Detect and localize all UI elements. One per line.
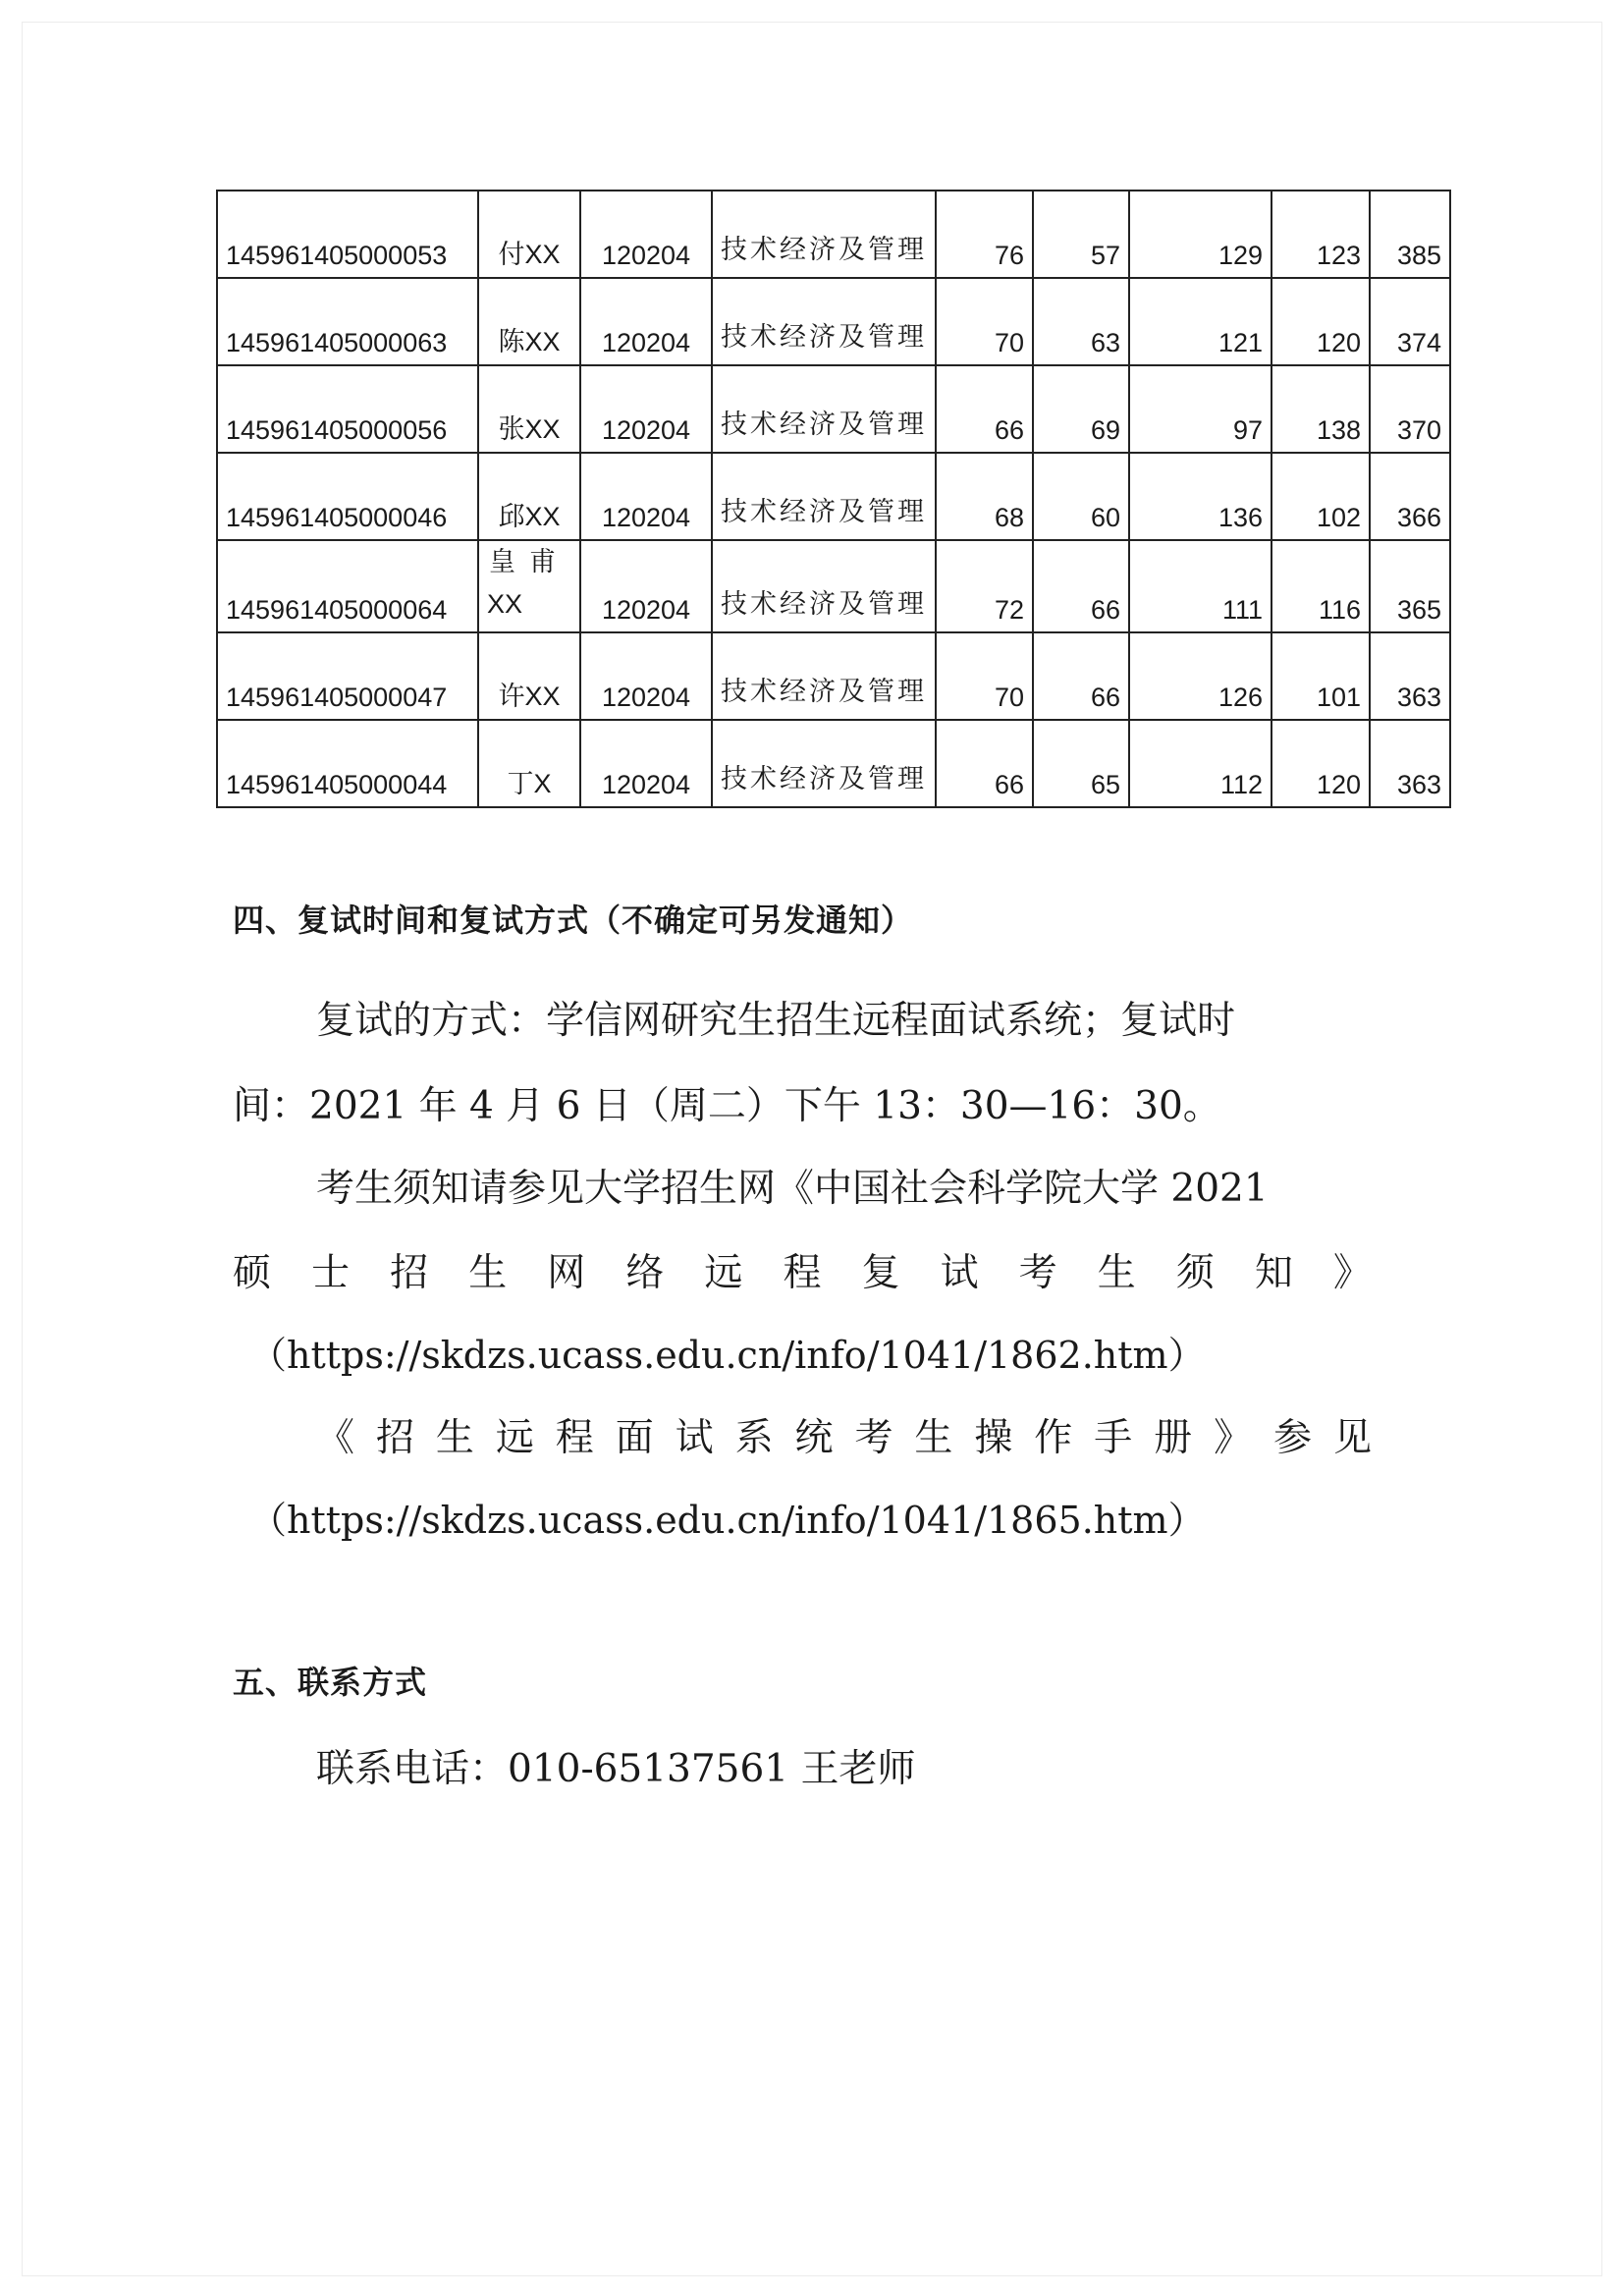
- table-row: [217, 278, 1450, 365]
- candidate-name-cell: 付XX: [478, 191, 580, 278]
- major-code-cell: 120204: [580, 720, 712, 807]
- major-code-cell: 120204: [580, 453, 712, 540]
- score-3-cell: 121: [1129, 278, 1271, 365]
- major-name-cell: 技术经济及管理: [712, 453, 936, 540]
- major-name-cell: 技术经济及管理: [712, 191, 936, 278]
- section5-heading: 五、联系方式: [233, 1664, 428, 1701]
- score-2-cell: 66: [1033, 632, 1129, 720]
- table-row: [217, 365, 1450, 453]
- score-2-cell: 69: [1033, 365, 1129, 453]
- total-score-cell: 385: [1370, 191, 1450, 278]
- section4-line6: 《 招 生 远 程 面 试 系 统 考 生 操 作 手 册 》 参 见: [316, 1416, 1372, 1460]
- section4-heading: 四、复试时间和复试方式（不确定可另发通知）: [233, 902, 914, 939]
- score-3-cell: 129: [1129, 191, 1271, 278]
- candidate-id-cell: 145961405000053: [217, 191, 478, 278]
- score-2-cell: 60: [1033, 453, 1129, 540]
- score-4-cell: 101: [1271, 632, 1370, 720]
- score-1-cell: 70: [936, 632, 1033, 720]
- table-row: [217, 540, 1450, 632]
- score-2-cell: 66: [1033, 540, 1129, 632]
- score-1-cell: 72: [936, 540, 1033, 632]
- score-4-cell: 102: [1271, 453, 1370, 540]
- score-1-cell: 68: [936, 453, 1033, 540]
- score-4-cell: 120: [1271, 720, 1370, 807]
- score-4-cell: 116: [1271, 540, 1370, 632]
- major-code-cell: 120204: [580, 632, 712, 720]
- candidate-name-cell: 邱XX: [478, 453, 580, 540]
- candidate-name-cell: 陈XX: [478, 278, 580, 365]
- major-code-cell: 120204: [580, 540, 712, 632]
- total-score-cell: 366: [1370, 453, 1450, 540]
- candidate-name-cell: 张XX: [478, 365, 580, 453]
- score-2-cell: 57: [1033, 191, 1129, 278]
- score-3-cell: 112: [1129, 720, 1271, 807]
- score-1-cell: 66: [936, 365, 1033, 453]
- candidate-id-cell: 145961405000044: [217, 720, 478, 807]
- score-2-cell: 63: [1033, 278, 1129, 365]
- score-1-cell: 76: [936, 191, 1033, 278]
- total-score-cell: 363: [1370, 632, 1450, 720]
- score-4-cell: 138: [1271, 365, 1370, 453]
- score-table: [216, 190, 1451, 808]
- total-score-cell: 374: [1370, 278, 1450, 365]
- total-score-cell: 370: [1370, 365, 1450, 453]
- section4-line2: 间：2021 年 4 月 6 日（周二）下午 13：30—16：30。: [233, 1084, 1221, 1128]
- major-code-cell: 120204: [580, 365, 712, 453]
- notice-link-1865[interactable]: （https://skdzs.ucass.edu.cn/info/1041/1865.htm）: [249, 1499, 1206, 1542]
- total-score-cell: 363: [1370, 720, 1450, 807]
- candidate-id-cell: 145961405000064: [217, 540, 478, 632]
- table-row: [217, 632, 1450, 720]
- score-3-cell: 136: [1129, 453, 1271, 540]
- major-code-cell: 120204: [580, 191, 712, 278]
- major-name-cell: 技术经济及管理: [712, 720, 936, 807]
- table-row: [217, 191, 1450, 278]
- score-3-cell: 97: [1129, 365, 1271, 453]
- candidate-id-cell: 145961405000063: [217, 278, 478, 365]
- major-name-cell: 技术经济及管理: [712, 632, 936, 720]
- table-row: [217, 453, 1450, 540]
- score-4-cell: 123: [1271, 191, 1370, 278]
- section4-line1: 复试的方式：学信网研究生招生远程面试系统；复试时: [316, 999, 1236, 1043]
- total-score-cell: 365: [1370, 540, 1450, 632]
- score-3-cell: 111: [1129, 540, 1271, 632]
- candidate-name-cell: 许XX: [478, 632, 580, 720]
- score-2-cell: 65: [1033, 720, 1129, 807]
- section4-line4: 硕 士 招 生 网 络 远 程 复 试 考 生 须 知 》: [233, 1251, 1372, 1295]
- score-1-cell: 66: [936, 720, 1033, 807]
- major-name-cell: 技术经济及管理: [712, 278, 936, 365]
- score-3-cell: 126: [1129, 632, 1271, 720]
- notice-link-1862[interactable]: （https://skdzs.ucass.edu.cn/info/1041/1862.htm）: [249, 1334, 1206, 1377]
- score-1-cell: 70: [936, 278, 1033, 365]
- table-row: [217, 720, 1450, 807]
- major-code-cell: 120204: [580, 278, 712, 365]
- candidate-id-cell: 145961405000047: [217, 632, 478, 720]
- section4-line3: 考生须知请参见大学招生网《中国社会科学院大学 2021: [316, 1167, 1269, 1211]
- major-name-cell: 技术经济及管理: [712, 365, 936, 453]
- major-name-cell: 技术经济及管理: [712, 540, 936, 632]
- score-4-cell: 120: [1271, 278, 1370, 365]
- contact-line: 联系电话：010-65137561 王老师: [316, 1747, 916, 1791]
- candidate-id-cell: 145961405000056: [217, 365, 478, 453]
- candidate-name-cell: 丁X: [478, 720, 580, 807]
- candidate-id-cell: 145961405000046: [217, 453, 478, 540]
- candidate-name-cell: 皇甫 XX: [478, 540, 580, 632]
